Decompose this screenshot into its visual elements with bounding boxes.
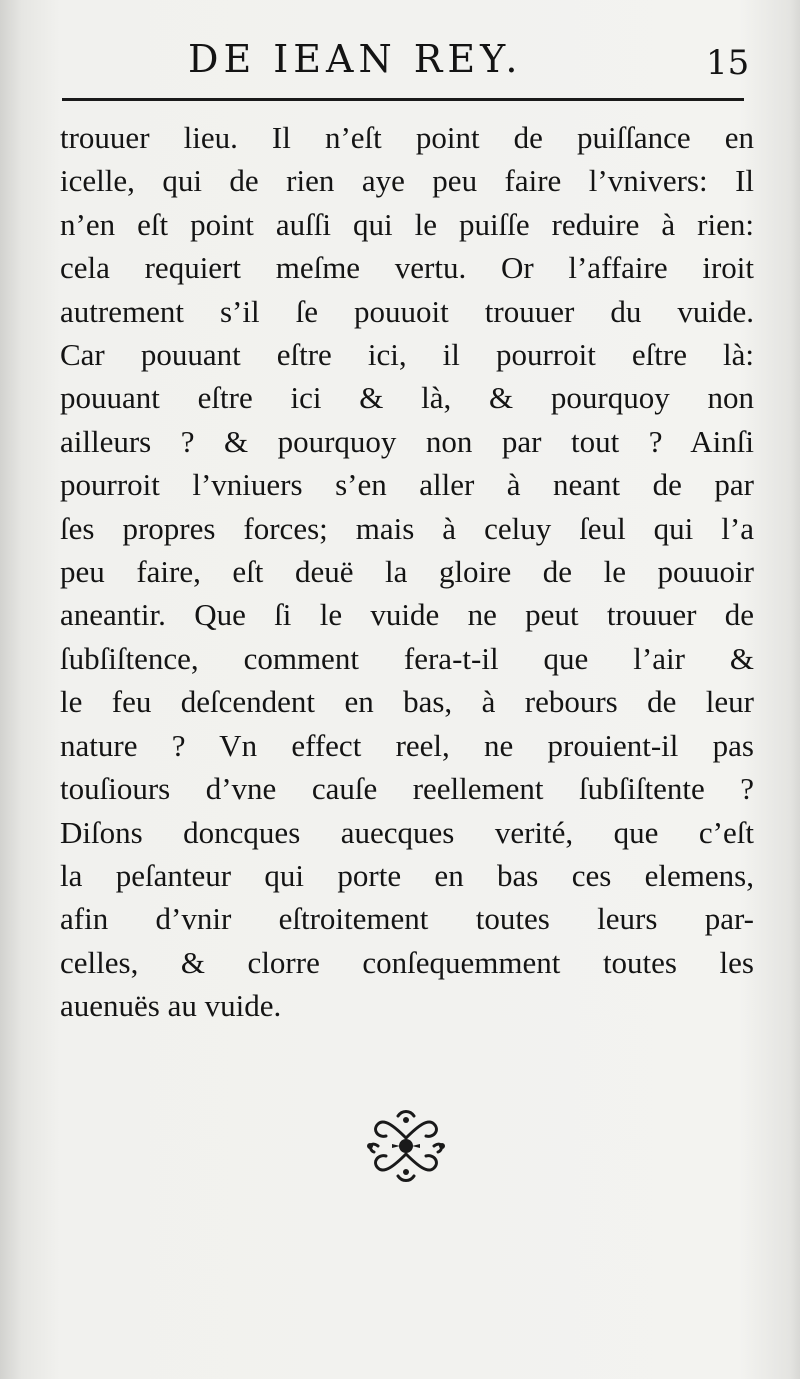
text-line: touſiours d’vne cauſe reellement ſubſiſtente ? [60,771,754,807]
page-number: 15 [706,43,750,83]
text-line: n’en eſt point auſſi qui le puiſſe reduire à rien: [60,206,754,242]
text-line: peu faire, eſt deuë la gloire de le pouuoir [60,554,754,590]
text-line: le feu deſcendent en bas, à rebours de leur [60,684,754,720]
running-title: DE IEAN REY. [188,37,523,81]
text-line: trouuer lieu. Il n’eſt point de puiſſance en [60,120,754,155]
text-line: afin d’vnir eſtroitement toutes leurs par- [60,901,754,937]
text-line: autrement s’il ſe pouuoit trouuer du vuide. [60,293,754,329]
text-line: cela requiert meſme vertu. Or l’affaire iroit [60,250,754,286]
text-line-last: auenuës au vuide. [60,988,282,1024]
fleuron-ornament-icon [364,1108,448,1184]
text-line: ailleurs ? & pourquoy non par tout ? Ainſi [60,423,754,459]
text-line: pouuant eſtre ici & là, & pourquoy non [60,380,754,416]
text-line: la peſanteur qui porte en bas ces elemens, [60,857,754,893]
text-line: celles, & clorre conſequemment toutes les [60,944,754,980]
header-rule [62,98,744,101]
text-line: Car pouuant eſtre ici, il pourroit eſtre là: [60,337,754,373]
text-line: icelle, qui de rien aye peu faire l’vnivers: Il [60,163,754,199]
text-line: ſes propres forces; mais à celuy ſeul qui l’a [60,510,754,546]
text-line: nature ? Vn effect reel, ne prouient-il pas [60,727,754,763]
body-text [60,116,754,1028]
text-line: ſubſiſtence, comment fera-t-il que l’air & [60,640,754,676]
text-line: Diſons doncques auecques verité, que c’eſt [60,814,754,850]
text-line: pourroit l’vniuers s’en aller à neant de par [60,467,754,503]
text-line: aneantir. Que ſi le vuide ne peut trouuer de [60,597,754,633]
